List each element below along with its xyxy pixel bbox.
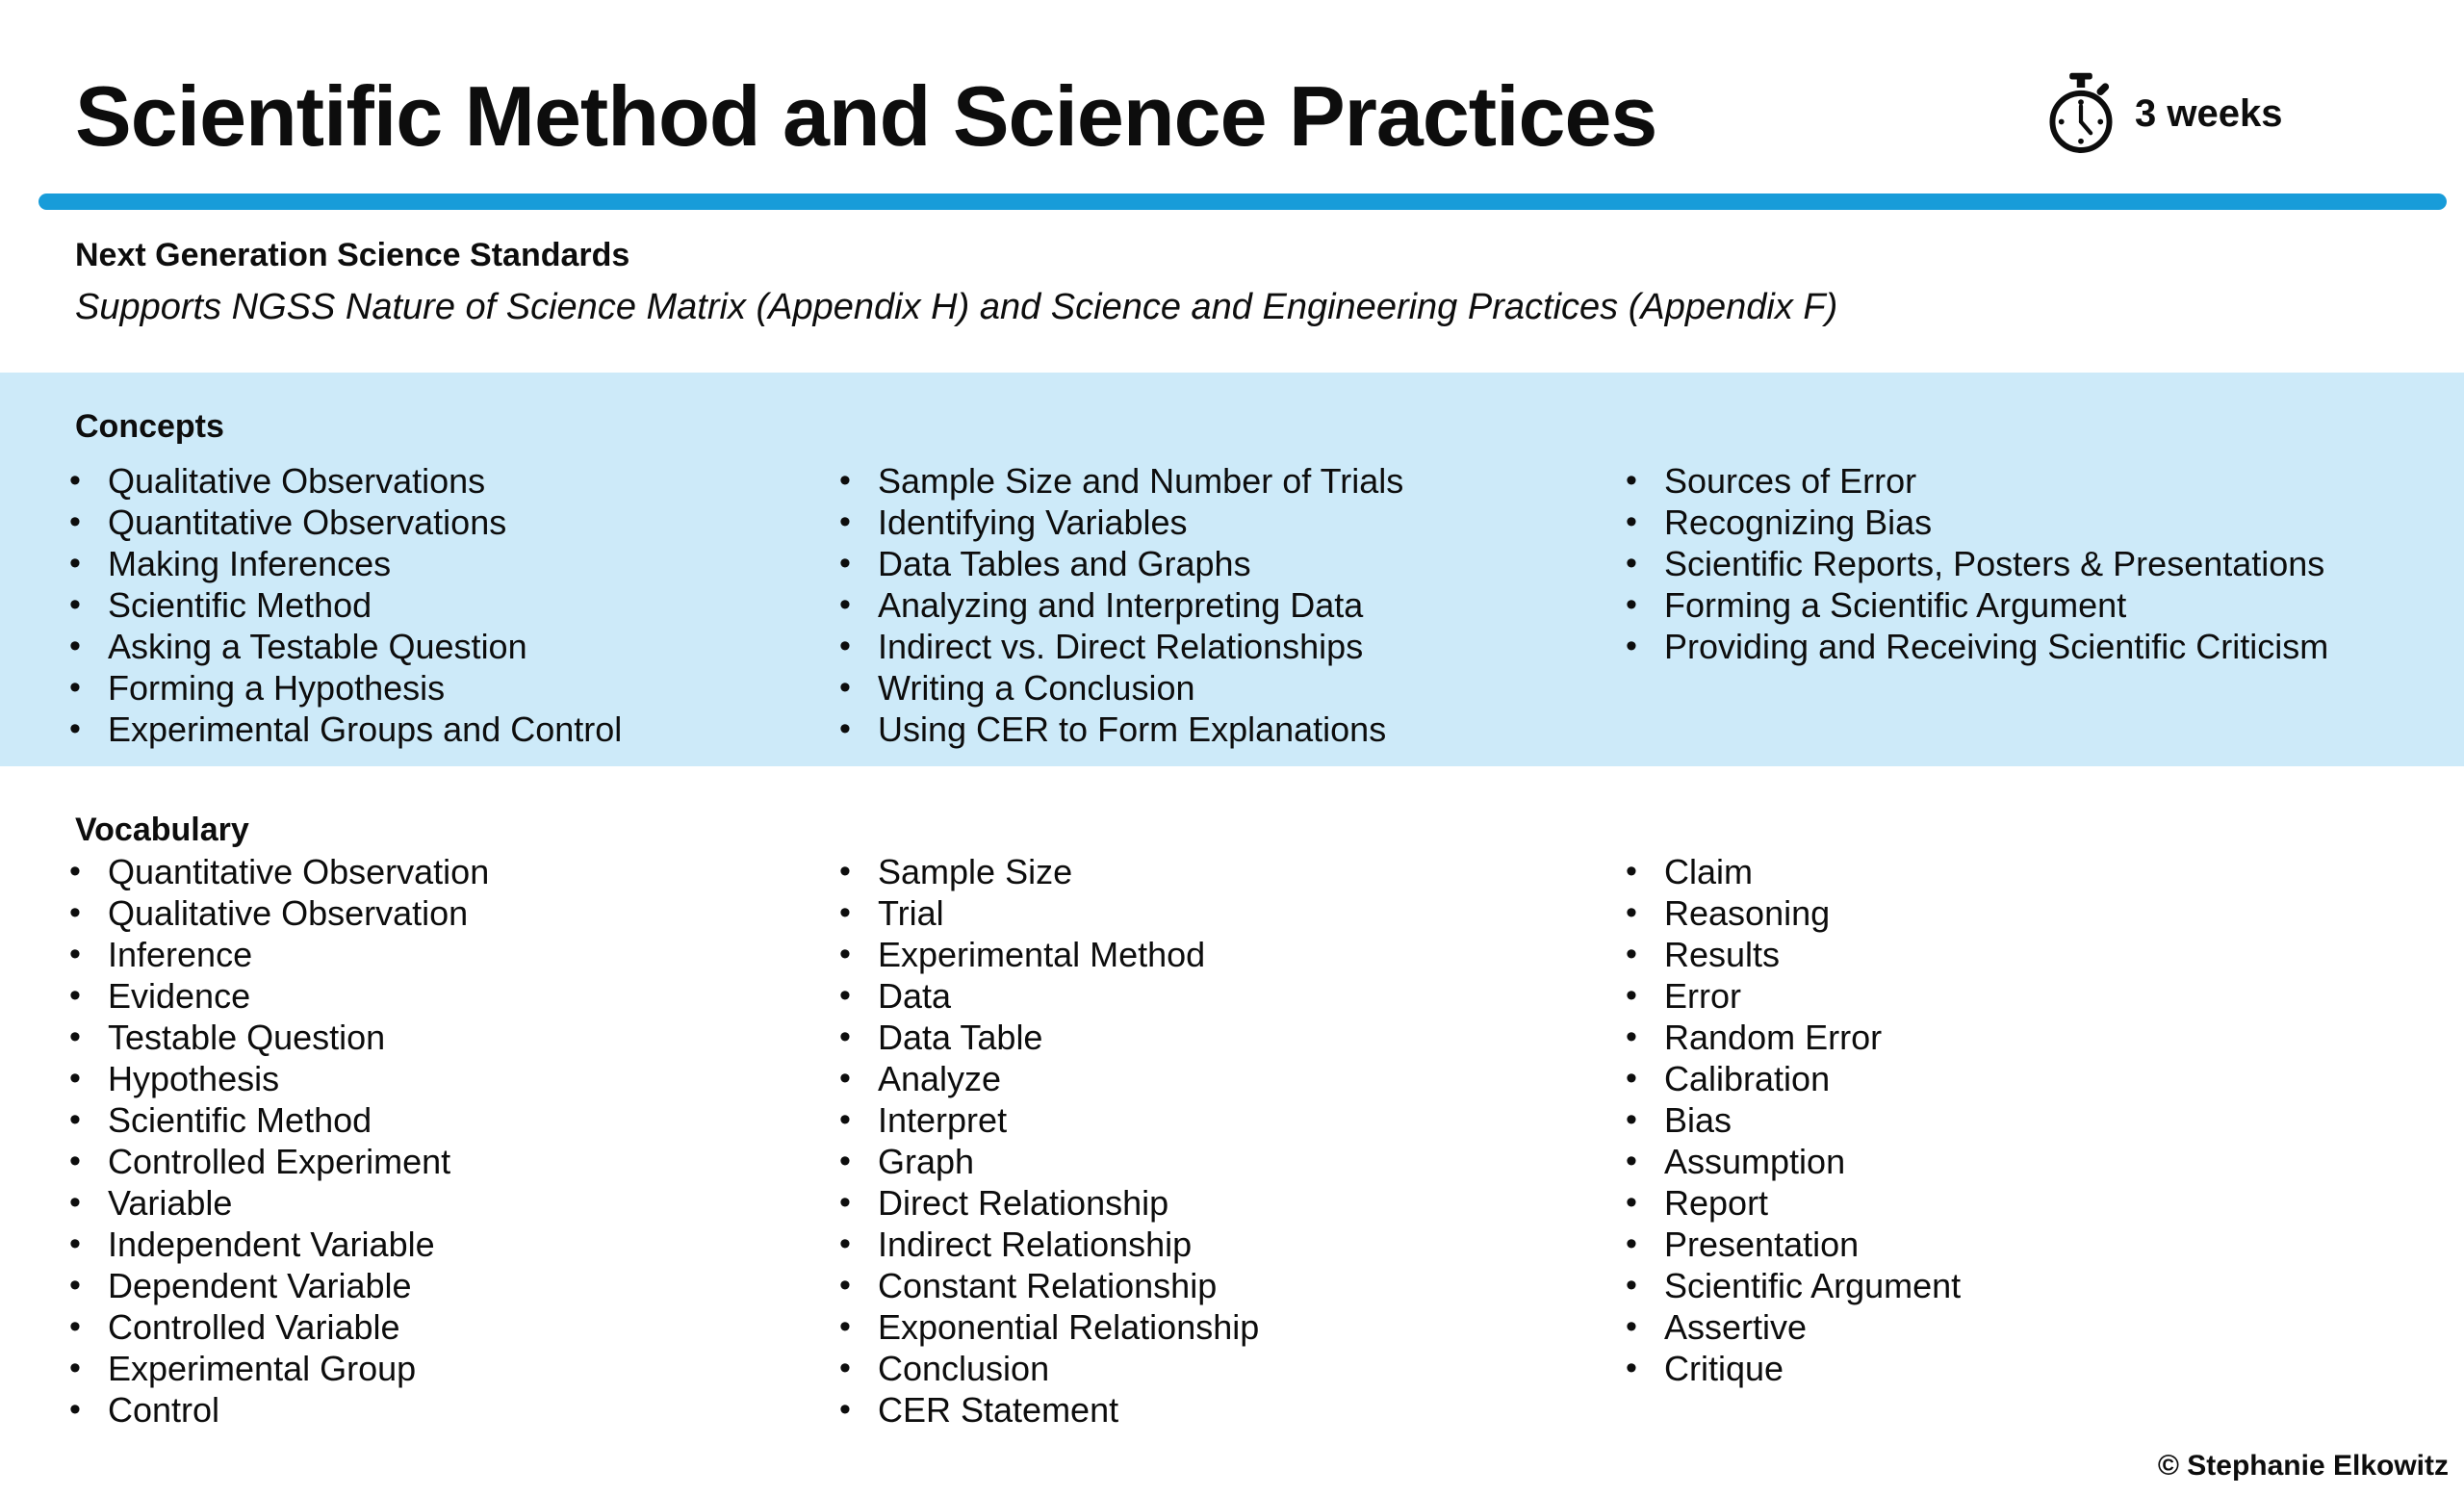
list-item: • Experimental Groups and Control [65,709,835,750]
list-item: • Inference [65,934,835,975]
list-item: • Experimental Method [835,934,1622,975]
list-item: • Indirect Relationship [835,1224,1622,1265]
list-item: • Scientific Argument [1622,1265,2445,1306]
list-item: • Qualitative Observation [65,892,835,934]
list-item: • Graph [835,1141,1622,1182]
concepts-column-3 [1622,460,2445,750]
list-item: • Data Tables and Graphs [835,543,1622,584]
list-item: • Quantitative Observation [65,851,835,892]
duration-badge [2044,67,2282,160]
list-item: • Evidence [65,975,835,1017]
list-item: • Making Inferences [65,543,835,584]
stopwatch-icon [2044,69,2118,158]
list-item: • Controlled Experiment [65,1141,835,1182]
list-item: • Asking a Testable Question [65,626,835,667]
list-item: • Scientific Method [65,1099,835,1141]
page-title: Scientific Method and Science Practices [75,68,1657,164]
list-item: • Constant Relationship [835,1265,1622,1306]
list-item: • Variable [65,1182,835,1224]
list-item: • Forming a Hypothesis [65,667,835,709]
list-item: • Presentation [1622,1224,2445,1265]
list-item: • Direct Relationship [835,1182,1622,1224]
list-item: • Writing a Conclusion [835,667,1622,709]
list-item: • Independent Variable [65,1224,835,1265]
list-item: • Data [835,975,1622,1017]
vocabulary-column-3 [1622,851,2445,1431]
duration-label: 3 weeks [2135,91,2283,135]
accent-divider [38,193,2447,210]
list-item: • Forming a Scientific Argument [1622,584,2445,626]
vocabulary-column-1 [65,851,835,1431]
list-item: • Controlled Variable [65,1306,835,1348]
list-item: • Assumption [1622,1141,2445,1182]
concepts-column-2 [835,460,1622,750]
vocabulary-columns [65,851,2445,1431]
concepts-columns [65,460,2445,750]
list-item: • Calibration [1622,1058,2445,1099]
list-item: • Dependent Variable [65,1265,835,1306]
list-item: • Using CER to Form Explanations [835,709,1622,750]
list-item: • Control [65,1389,835,1431]
list-item: • Trial [835,892,1622,934]
list-item: • Analyze [835,1058,1622,1099]
list-item: • Qualitative Observations [65,460,835,502]
concepts-column-1 [65,460,835,750]
list-item: • Providing and Receiving Scientific Criticism [1622,626,2445,667]
list-item: • Interpret [835,1099,1622,1141]
list-item: • CER Statement [835,1389,1622,1431]
standards-heading: Next Generation Science Standards [75,237,630,273]
copyright-notice: © Stephanie Elkowitz [2157,1450,2449,1482]
list-item: • Critique [1622,1348,2445,1389]
list-item: • Sample Size [835,851,1622,892]
standards-subtitle: Supports NGSS Nature of Science Matrix (Appendix H) and Science and Engineering Practices (Appendix F) [75,287,1838,327]
list-item: • Results [1622,934,2445,975]
list-item: • Indirect vs. Direct Relationships [835,626,1622,667]
list-item: • Random Error [1622,1017,2445,1058]
list-item: • Scientific Reports, Posters & Presentations [1622,543,2445,584]
vocabulary-heading: Vocabulary [75,812,249,848]
list-item: • Testable Question [65,1017,835,1058]
list-item: • Assertive [1622,1306,2445,1348]
list-item: • Report [1622,1182,2445,1224]
list-item: • Conclusion [835,1348,1622,1389]
list-item: • Claim [1622,851,2445,892]
list-item: • Hypothesis [65,1058,835,1099]
list-item: • Analyzing and Interpreting Data [835,584,1622,626]
list-item: • Bias [1622,1099,2445,1141]
list-item: • Quantitative Observations [65,502,835,543]
list-item: • Error [1622,975,2445,1017]
list-item: • Identifying Variables [835,502,1622,543]
list-item: • Experimental Group [65,1348,835,1389]
list-item: • Recognizing Bias [1622,502,2445,543]
list-item: • Sources of Error [1622,460,2445,502]
concepts-heading: Concepts [75,408,224,445]
list-item: • Reasoning [1622,892,2445,934]
list-item: • Scientific Method [65,584,835,626]
list-item: • Sample Size and Number of Trials [835,460,1622,502]
list-item: • Data Table [835,1017,1622,1058]
list-item: • Exponential Relationship [835,1306,1622,1348]
vocabulary-column-2 [835,851,1622,1431]
